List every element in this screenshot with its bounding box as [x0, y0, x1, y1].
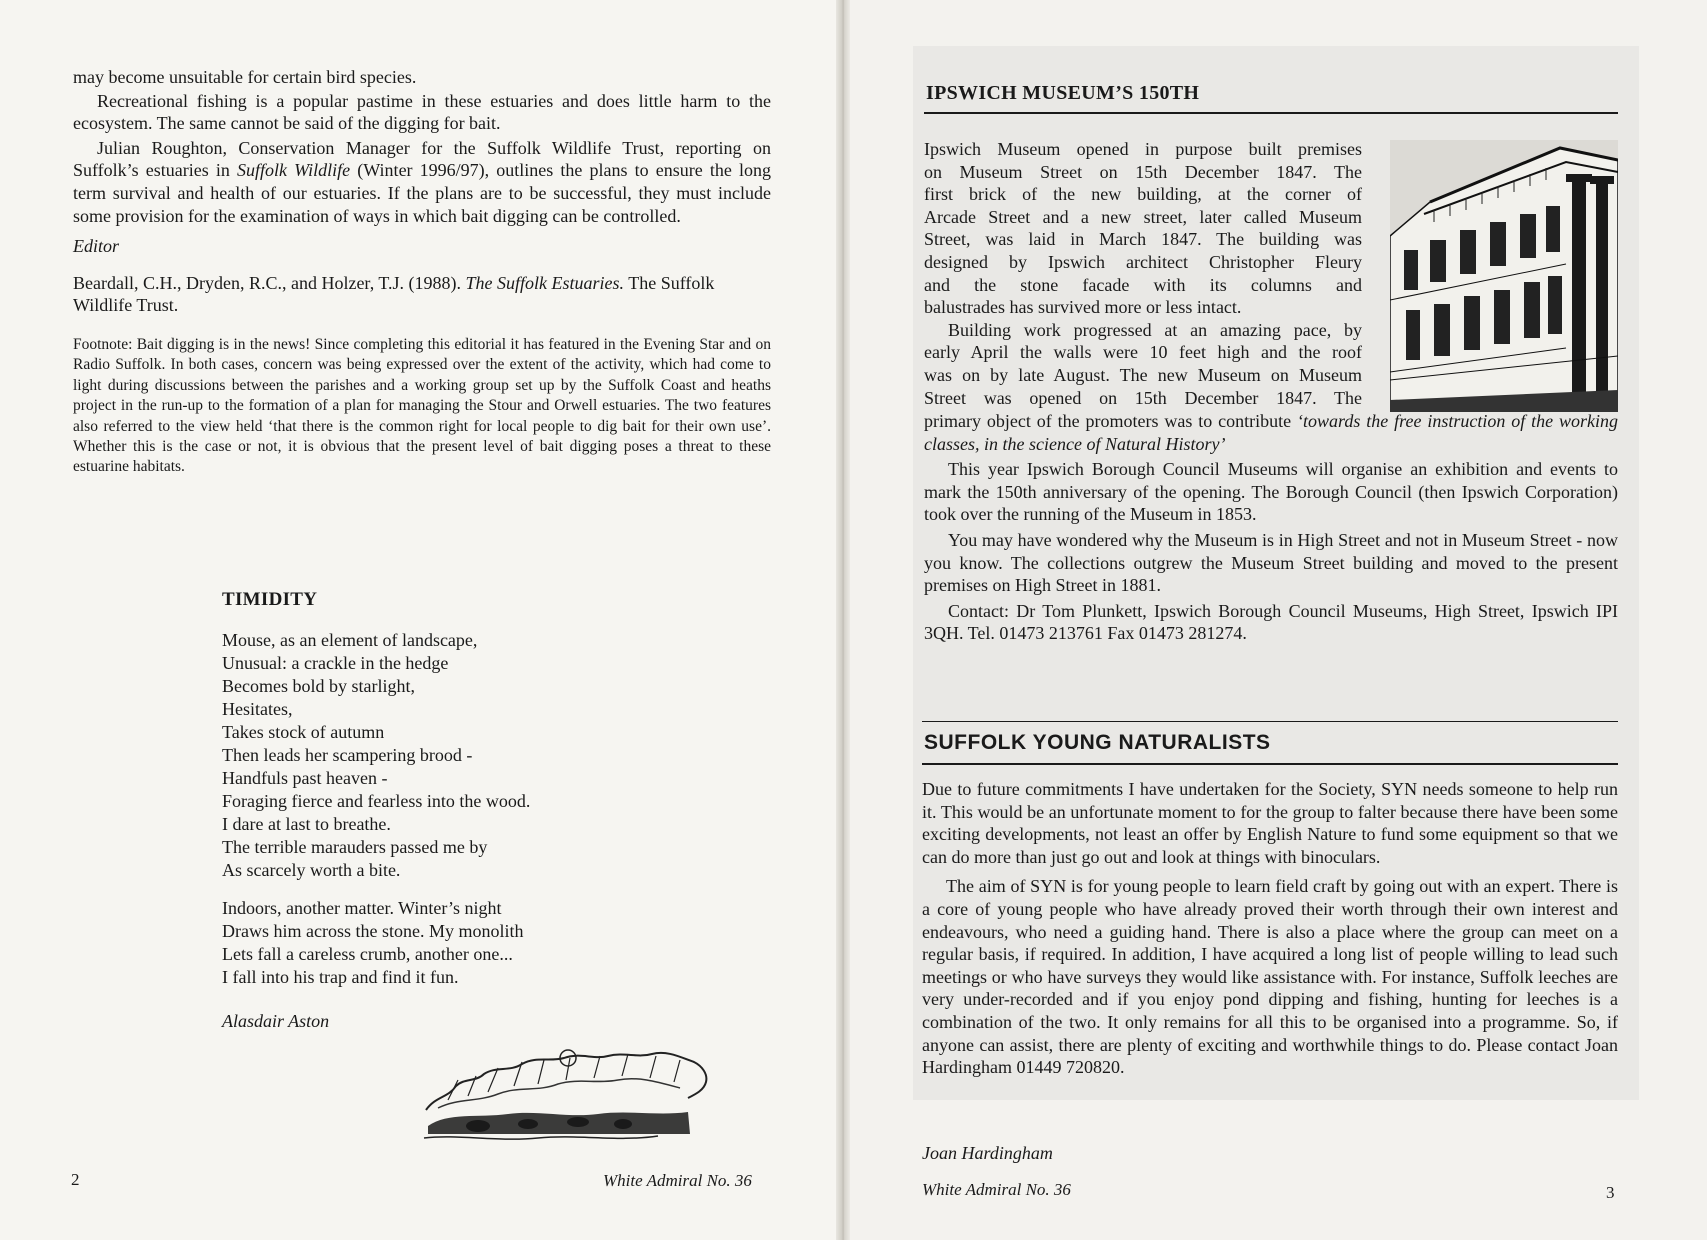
fishing-paragraph: Recreational fishing is a popular pastime in these estuaries and does little harm to the ecosystem. The same cannot be said of the digging for bait. [73, 90, 771, 134]
museum-line: early April the walls were 10 feet high and the roof [924, 342, 1362, 363]
museum-line: Street, was laid in March 1847. The building was [924, 229, 1362, 250]
poem-line: Draws him across the stone. My monolith [222, 921, 524, 941]
museum-line: on Museum Street on 15th December 1847. The [924, 161, 1362, 182]
reference: Beardall, C.H., Dryden, R.C., and Holzer, T.J. (1988). The Suffolk Estuaries. The Suffolk Wildlife Trust. [73, 272, 715, 316]
museum-line: Building work progressed at an amazing pace, by [948, 319, 1362, 340]
editor-signature: Editor [73, 236, 120, 257]
poem-author: Alasdair Aston [222, 1011, 330, 1031]
syn-section-title: SUFFOLK YOUNG NATURALISTS [924, 731, 1271, 754]
poem-line: Mouse, as an element of landscape, [222, 630, 478, 650]
mouse-woodland-illustration [418, 1038, 713, 1148]
museum-building-illustration [1390, 140, 1618, 412]
museum-line: first brick of the new building, at the corner of [924, 184, 1362, 205]
left-column [73, 66, 771, 478]
magazine-footer-right: White Admiral No. 36 [922, 1180, 1071, 1199]
poem-line: Then leads her scampering brood - [222, 745, 473, 765]
poem-title: TIMIDITY [222, 589, 318, 610]
syn-paragraph-2: The aim of SYN is for young people to learn field craft by going out with an expert. There is a core of young people who have already proved their worth through their own interest and endeavours, who need a guiding hand. There is also a place where the group can meet on a regular basis, if required. In addition, I have acquired a long list of people willing to lead such meetings or who have surveys they would like assistance with. For instance, Suffolk leeches are very under-recorded and if you enjoy pond dipping and fishing, hunting for leeches is a combination of the two. It only remains for all this to be organised into a programme. So, if anyone can assist, there are plenty of exciting and worthwhile things to do. Please contact Joan Hardingham 01449 720820. [922, 876, 1618, 1078]
museum-line: designed by Ipswich architect Christopher Fleury [924, 251, 1362, 272]
museum-contact-paragraph: Contact: Dr Tom Plunkett, Ipswich Borough Council Museums, High Street, Ipswich IPI 3QH. Tel. 01473 213761 Fax 01473 281274. [924, 600, 1618, 644]
poem-line: Foraging fierce and fearless into the wood. [222, 791, 531, 811]
poem-line: The terrible marauders passed me by [222, 837, 488, 857]
roughton-paragraph: Julian Roughton, Conservation Manager for the Suffolk Wildlife Trust, reporting on Suffolk’s estuaries in Suffolk Wildlife (Winter 1996/97), outlines the plans to ensure the long term survival and health of our estuaries. If the plans are to be successful, they must include some provision for the examination of ways in which bait digging can be controlled. [73, 137, 772, 226]
footnote: Footnote: Bait digging is in the news! Since completing this editorial it has featured in the Evening Star and on Radio Suffolk. In both cases, concern was being expressed over the extent of the activity, which had come to light during discussions between the parishes and a working group set up by the Suffolk Coast and heaths project in the run-up to the formation of a plan for managing the Stour and Orwell estuaries. The two features also referred to the view held ‘that there is the common right for local people to dig bait for their own use’. Whether this is the case or not, it is obvious that the present level of bait digging poses a threat to these estuarine habitats. [73, 335, 771, 476]
syn-top-rule [922, 721, 1618, 722]
poem-line: I fall into his trap and find it fun. [222, 967, 459, 987]
syn-column [922, 778, 1618, 1079]
museum-line: Ipswich Museum opened in purpose built premises [924, 139, 1362, 159]
museum-line: Arcade Street and a new street, later called Museum [924, 206, 1362, 227]
poem-line: Unusual: a crackle in the hedge [222, 653, 449, 673]
poem-line: Hesitates, [222, 699, 293, 719]
page-number-right: 3 [1606, 1183, 1615, 1202]
poem-stanza-1 [222, 629, 642, 882]
poem-line: As scarcely worth a bite. [222, 860, 401, 880]
poem-line: I dare at last to breathe. [222, 814, 391, 834]
poem-line: Indoors, another matter. Winter’s night [222, 898, 502, 918]
museum-line: and the stone facade with its columns and [924, 274, 1362, 295]
museum-anniversary-paragraph: This year Ipswich Borough Council Museums will organise an exhibition and events to mark the 150th anniversary of the opening. The Borough Council (then Ipswich Corporation) took over the running of the Museum in 1853. [924, 459, 1618, 525]
book-gutter [836, 0, 850, 1240]
syn-title-rule [922, 763, 1618, 765]
poem-line: Becomes bold by starlight, [222, 676, 415, 696]
museum-section-title: IPSWICH MUSEUM’S 150TH [926, 82, 1200, 104]
poem-block [222, 589, 642, 1033]
intro-line: may become unsuitable for certain bird species. [73, 67, 417, 87]
promoters-quote: ‘towards the free instruction of the working classes, in the science of Natural History’ [924, 411, 1618, 454]
museum-title-rule [924, 112, 1618, 114]
syn-paragraph-1: Due to future commitments I have undertaken for the Society, SYN needs someone to help run it. This would be an unfortunate moment to for the group to falter because there have been some exciting developments, not least an offer by English Nature to fund some equipment so that we can do more than just go out and look at things with binoculars. [922, 779, 1618, 867]
poem-stanza-2 [222, 897, 642, 989]
museum-location-paragraph: You may have wondered why the Museum is in High Street and not in Museum Street - now you know. The collections outgrew the Museum Street building and moved to the present premises on High Street in 1881. [924, 529, 1618, 596]
museum-line: Street was opened on 15th December 1847. The [924, 387, 1362, 408]
poem-line: Handfuls past heaven - [222, 768, 388, 788]
museum-primary-object: primary object of the promoters was to contribute ‘towards the free instruction of the working classes, in the science of Natural History’ [924, 411, 1618, 454]
page-number-left: 2 [71, 1170, 80, 1189]
museum-line: was on by late August. The new Museum on Museum [924, 364, 1362, 385]
museum-wide-column [924, 410, 1618, 645]
magazine-footer-left: White Admiral No. 36 [603, 1171, 752, 1190]
poem-line: Lets fall a careless crumb, another one... [222, 944, 513, 964]
suffolk-wildlife-title: Suffolk Wildlife [237, 160, 351, 181]
syn-author: Joan Hardingham [922, 1143, 1053, 1163]
poem-line: Takes stock of autumn [222, 722, 385, 742]
museum-line: balustrades has survived more or less intact. [924, 297, 1242, 318]
museum-narrow-column [924, 138, 1362, 409]
